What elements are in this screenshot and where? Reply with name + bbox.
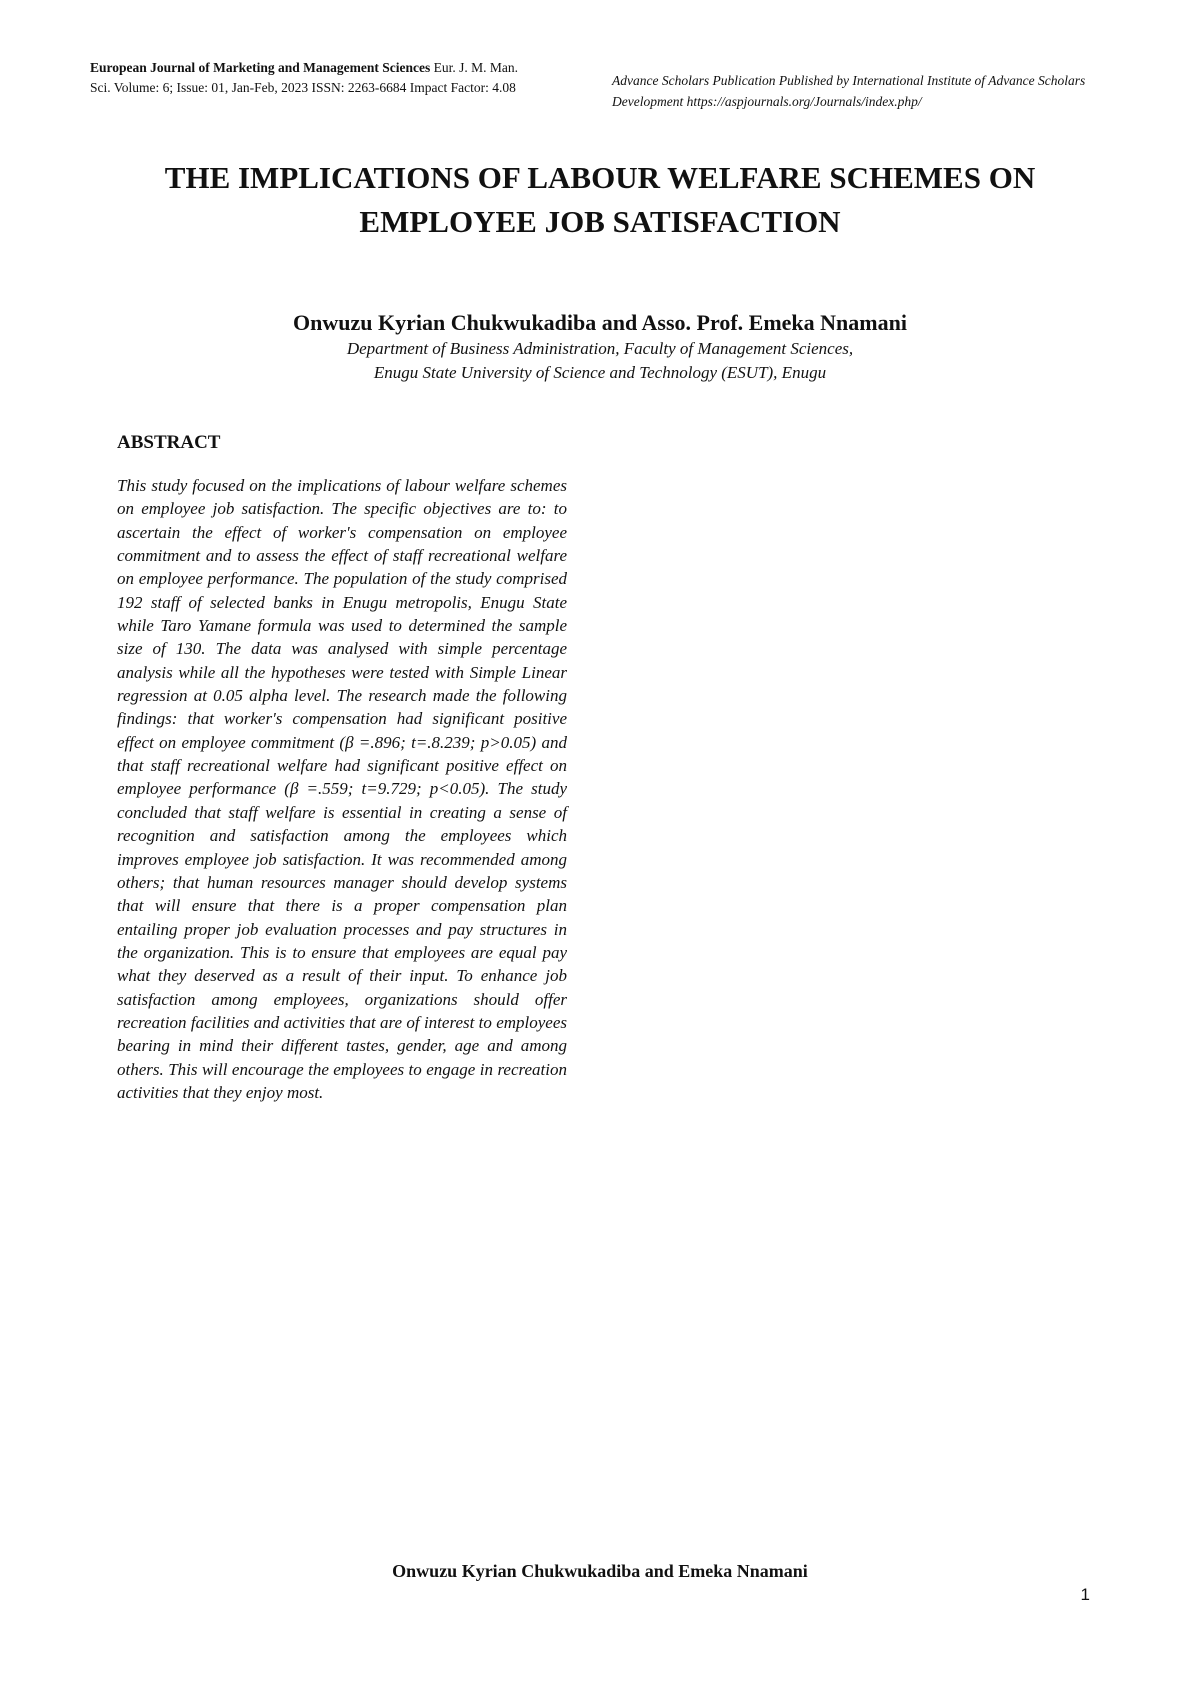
journal-details: Eur. J. M. Man. Sci. Volume: 6; Issue: 01, Jan-Feb, 2023 ISSN: 2263-6684 Impact Factor: 4.08 [90,60,518,95]
footer-authors: Onwuzu Kyrian Chukwukadiba and Emeka Nnamani [392,1561,808,1581]
publisher-line: Advance Scholars Publication Published by International Institute of Advance Scholars Development https://aspjournals.org/Journals/index.php/ [612,73,1086,109]
affiliation-line: Department of Business Administration, Faculty of Management Sciences, [346,339,854,358]
affiliation-line: Enugu State University of Science and Technology (ESUT), Enugu [373,363,827,382]
journal-name: European Journal of Marketing and Management Sciences [90,60,431,75]
abstract-heading: ABSTRACT [117,432,221,453]
journal-header [90,58,530,98]
article-authors: Onwuzu Kyrian Chukwukadiba and Asso. Prof. Emeka Nnamani [293,310,907,335]
author-affiliation [100,337,1100,385]
abstract-body: This study focused on the implications of labour welfare schemes on employee job satisfaction. The specific objectives are to: to ascertain the effect of worker's compensation on employee commitment and to assess the effect of staff recreational welfare on employee performance. The population of the study comprised 192 staff of selected banks in Enugu metropolis, Enugu State while Taro Yamane formula was used to determined the sample size of 130. The data was analysed with simple percentage analysis while all the hypotheses were tested with Simple Linear regression at 0.05 alpha level. The research made the following findings: that worker's compensation had significant positive effect on employee commitment (β =.896; t=.8.239; p>0.05) and that staff recreational welfare had significant positive effect on employee performance (β =.559; t=9.729; p<0.05). The study concluded that staff welfare is essential in creating a sense of recognition and satisfaction among the employees which improves employee job satisfaction. It was recommended among others; that human resources manager should develop systems that will ensure that there is a proper compensation plan entailing proper job evaluation processes and pay structures in the organization. This is to ensure that employees are equal pay what they deserved as a result of their input. To enhance job satisfaction among employees, organizations should offer recreation facilities and activities that are of interest to employees bearing in mind their different tastes, gender, age and among others. This will encourage the employees to engage in recreation activities that they enjoy most. [117,476,567,1102]
page-number: 1 [1080,1585,1090,1604]
article-title: THE IMPLICATIONS OF LABOUR WELFARE SCHEMES ON EMPLOYEE JOB SATISFACTION [164,160,1036,239]
